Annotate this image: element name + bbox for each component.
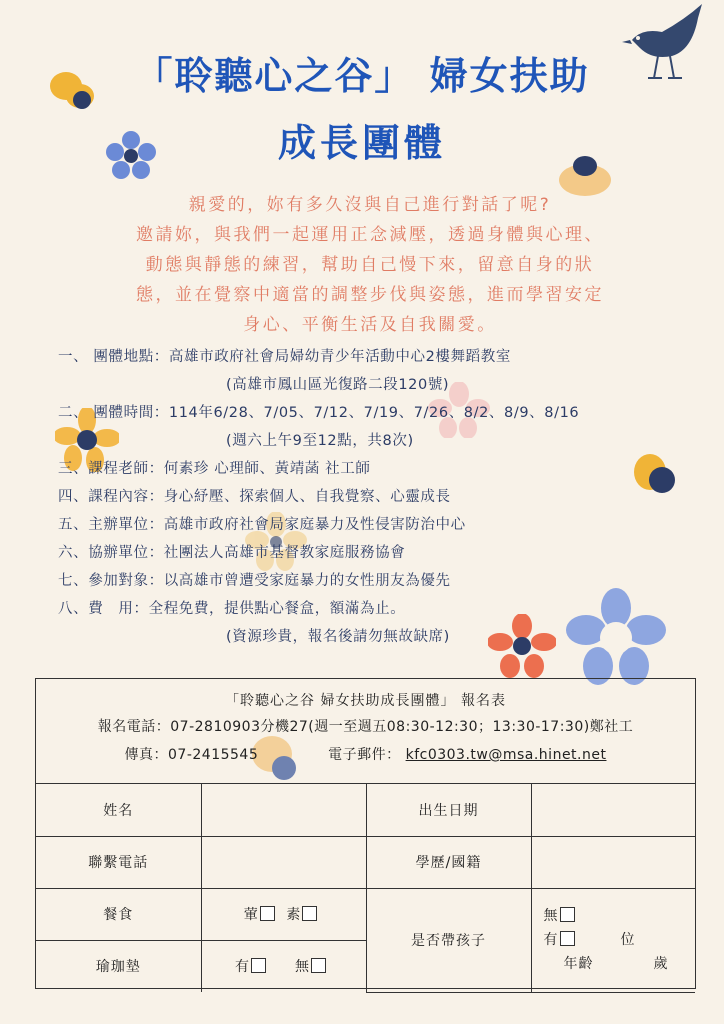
info-audience: 七、參加對象：以高雄市曾遭受家庭暴力的女性朋友為優先 xyxy=(58,573,451,589)
name-field[interactable] xyxy=(201,784,366,836)
table-row xyxy=(36,888,695,940)
yoga-have-checkbox[interactable] xyxy=(251,958,266,973)
info-time-note: (週六上午9至12點，共8次) xyxy=(226,433,414,449)
info-location: 一、 團體地點：高雄市政府社會局婦幼青少年活動中心2樓舞蹈教室 xyxy=(58,349,511,365)
form-contact xyxy=(36,741,695,769)
table-row xyxy=(36,836,695,888)
meal-label: 餐食 xyxy=(36,888,201,940)
kids-no-label: 無 xyxy=(543,908,559,924)
info-content: 四、課程內容：身心紓壓、探索個人、自我覺察、心靈成長 xyxy=(58,489,451,505)
table-row xyxy=(36,784,695,836)
contact-field[interactable] xyxy=(201,836,366,888)
form-header xyxy=(36,679,695,784)
info-teacher: 三、課程老師：何素珍 心理師、黃靖菡 社工師 xyxy=(58,461,371,477)
page-title: 「聆聽心之谷」 婦女扶助 xyxy=(134,54,590,98)
intro-line: 身心、平衡生活及自我關愛。 xyxy=(243,315,497,335)
meat-option-label: 葷 xyxy=(243,907,259,923)
edu-field[interactable] xyxy=(531,836,695,888)
kids-yes-checkbox[interactable] xyxy=(560,931,575,946)
info-fee-note: (資源珍貴，報名後請勿無故缺席) xyxy=(226,629,450,645)
veg-option-label: 素 xyxy=(286,907,302,923)
intro-line: 態，並在覺察中適當的調整步伐與姿態，進而學習安定 xyxy=(136,285,604,305)
intro-line: 親愛的，妳有多久沒與自己進行對話了呢? xyxy=(188,195,552,215)
info-organizer: 五、主辦單位：高雄市政府社會局家庭暴力及性侵害防治中心 xyxy=(58,517,466,533)
registration-table xyxy=(36,784,695,993)
kids-label: 是否帶孩子 xyxy=(366,888,531,992)
form-title: 「聆聽心之谷 婦女扶助成長團體」 報名表 xyxy=(225,693,506,709)
yoga-none-label: 無 xyxy=(294,959,310,976)
kids-count-unit: 位 xyxy=(620,932,636,948)
yoga-have-label: 有 xyxy=(235,959,251,976)
birth-field[interactable] xyxy=(531,784,695,836)
info-address: (高雄市鳳山區光復路二段120號) xyxy=(226,377,450,393)
kids-yes-label: 有 xyxy=(543,932,559,948)
form-email-link[interactable]: kfc0303.tw@msa.hinet.net xyxy=(405,747,607,763)
yoga-label: 瑜珈墊 xyxy=(36,940,201,992)
form-fax: 傳真：07-2415545 xyxy=(124,747,259,763)
registration-form xyxy=(35,678,696,989)
info-fee: 八、費 用：全程免費，提供點心餐盒，額滿為止。 xyxy=(58,601,406,617)
kids-age-label: 年齡 xyxy=(563,956,594,972)
yoga-options xyxy=(201,940,366,992)
meat-checkbox[interactable] xyxy=(260,906,275,921)
edu-label: 學歷/國籍 xyxy=(366,836,531,888)
form-phone: 報名電話：07-2810903分機27(週一至週五08:30-12:30；13:30-17:30)鄭社工 xyxy=(97,719,634,735)
kids-age-unit: 歲 xyxy=(653,956,669,972)
info-list xyxy=(58,343,708,651)
info-time: 二、 團體時間：114年6/28、7/05、7/12、7/19、7/26、8/2、8/9、8/16 xyxy=(58,405,580,421)
birth-label: 出生日期 xyxy=(366,784,531,836)
intro-paragraph xyxy=(80,190,660,340)
page-subtitle: 成長團體 xyxy=(277,121,446,165)
kids-no-checkbox[interactable] xyxy=(560,907,575,922)
veg-checkbox[interactable] xyxy=(302,906,317,921)
yoga-none-checkbox[interactable] xyxy=(311,958,326,973)
contact-label: 聯繫電話 xyxy=(36,836,201,888)
kids-options xyxy=(531,888,695,992)
form-email-label: 電子郵件： xyxy=(328,747,401,763)
meal-options xyxy=(201,888,366,940)
name-label: 姓名 xyxy=(36,784,201,836)
intro-line: 動態與靜態的練習，幫助自己慢下來，留意自身的狀 xyxy=(145,255,595,275)
intro-line: 邀請妳，與我們一起運用正念減壓，透過身體與心理、 xyxy=(136,225,604,245)
info-co-organizer: 六、協辦單位：社團法人高雄市基督教家庭服務協會 xyxy=(58,545,406,561)
